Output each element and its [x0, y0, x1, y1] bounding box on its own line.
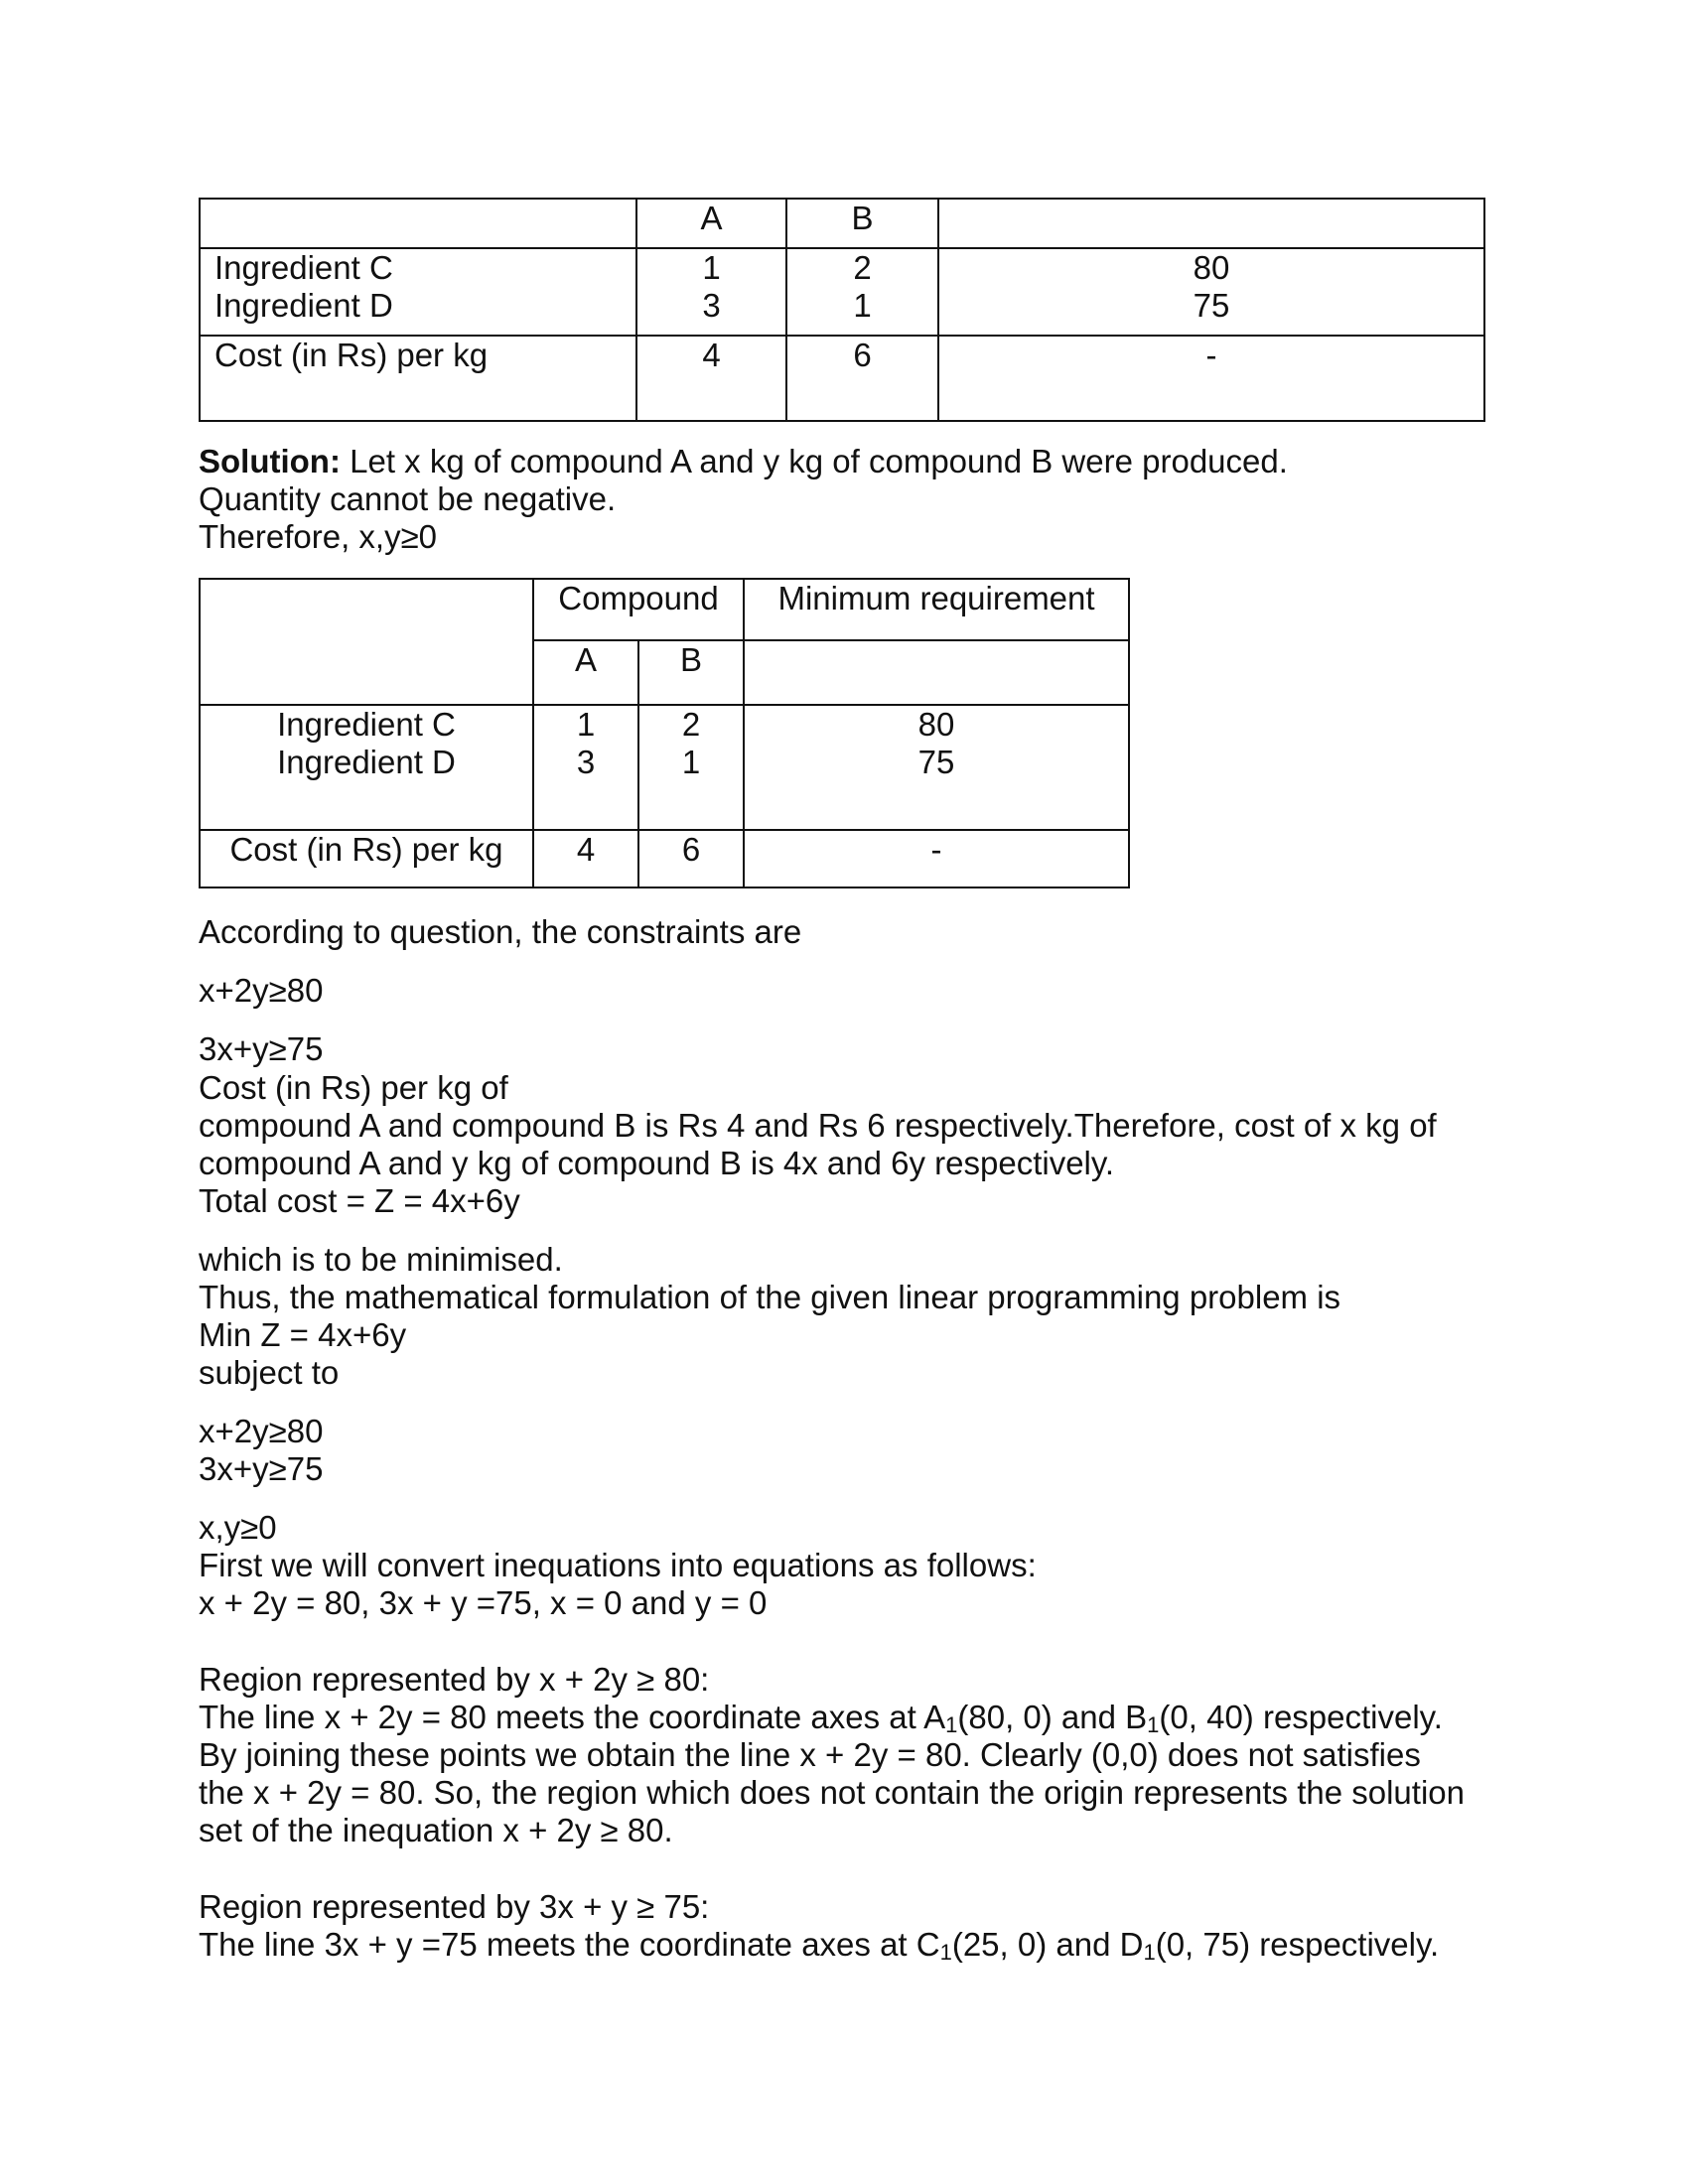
table1-cost-b: 6	[786, 336, 938, 421]
total-cost-line: Total cost = Z = 4x+6y	[199, 1182, 520, 1219]
solution-line-1	[199, 443, 1288, 480]
r2-sub-2: 1	[1143, 1940, 1156, 1965]
subject-constraint-2: 3x+y≥75	[199, 1450, 324, 1487]
table1-d-req: 75	[1193, 287, 1230, 324]
table2-cost-req: -	[744, 830, 1129, 887]
r2-text-b: (25, 0) and D	[951, 1926, 1144, 1963]
table1-c-b: 2	[853, 249, 872, 286]
table2-c-req: 80	[917, 706, 955, 743]
table2-cost-b: 6	[638, 830, 744, 887]
equations-line: x + 2y = 80, 3x + y =75, x = 0 and y = 0	[199, 1584, 768, 1621]
table2-c-b: 2	[681, 706, 701, 743]
solution-label: Solution:	[199, 443, 341, 479]
table2-cost-label: Cost (in Rs) per kg	[200, 830, 533, 887]
r2-text-a: The line 3x + y =75 meets the coordinate axes at C	[199, 1926, 940, 1963]
region-1-line-2: By joining these points we obtain the line x + 2y = 80. Clearly (0,0) does not satisfies	[199, 1736, 1421, 1773]
table1-ingredient-c: Ingredient C	[214, 249, 393, 286]
table1-req-values	[938, 248, 1484, 336]
region-1-line-3: the x + 2y = 80. So, the region which does not contain the origin represents the solution	[199, 1774, 1465, 1811]
r1-text-c: (0, 40) respectively.	[1159, 1699, 1443, 1735]
table1-d-b: 1	[853, 287, 872, 324]
region-2-line-1	[199, 1926, 1439, 1964]
table1-cost-label: Cost (in Rs) per kg	[200, 336, 636, 421]
constraint-2: 3x+y≥75	[199, 1030, 324, 1067]
table1-header-blank	[200, 199, 636, 248]
table2-d-a: 3	[576, 744, 596, 780]
table2-col-b: B	[638, 640, 744, 705]
table2-req-values	[744, 705, 1129, 830]
table2-col-a: A	[533, 640, 638, 705]
region-1-line-4: set of the inequation x + 2y ≥ 80.	[199, 1812, 673, 1848]
subject-constraint-3: x,y≥0	[199, 1509, 277, 1546]
table2-a-values	[533, 705, 638, 830]
constraint-1: x+2y≥80	[199, 972, 324, 1009]
subject-constraint-1: x+2y≥80	[199, 1413, 324, 1449]
table1-header-a: A	[636, 199, 786, 248]
minimised-line: which is to be minimised.	[199, 1241, 563, 1278]
constraints-intro: According to question, the constraints are	[199, 913, 802, 950]
table2-cost-a: 4	[533, 830, 638, 887]
r2-text-c: (0, 75) respectively.	[1155, 1926, 1440, 1963]
table1-b-values	[786, 248, 938, 336]
table2-d-req: 75	[917, 744, 955, 780]
min-z-line: Min Z = 4x+6y	[199, 1316, 407, 1353]
table2-min-req-header: Minimum requirement	[744, 579, 1129, 640]
table2-c-a: 1	[576, 706, 596, 743]
solution-line-2: Quantity cannot be negative.	[199, 480, 617, 517]
table2-corner	[200, 579, 533, 705]
table2-ingredient-labels	[200, 705, 533, 830]
solution-line-3: Therefore, x,y≥0	[199, 518, 438, 555]
table2-b-values	[638, 705, 744, 830]
table1-c-req: 80	[1193, 249, 1230, 286]
table2-ingredient-c: Ingredient C	[277, 706, 456, 743]
region-2-heading: Region represented by 3x + y ≥ 75:	[199, 1888, 710, 1925]
table1-c-a: 1	[702, 249, 721, 286]
table2-d-b: 1	[681, 744, 701, 780]
table1-ingredient-labels	[200, 248, 636, 336]
table1-a-values	[636, 248, 786, 336]
table1-d-a: 3	[702, 287, 721, 324]
ingredients-table-2	[199, 578, 1130, 888]
solution-text: Let x kg of compound A and y kg of compound B were produced.	[340, 443, 1288, 479]
formulation-line: Thus, the mathematical formulation of the given linear programming problem is	[199, 1279, 1341, 1315]
table2-req-blank	[744, 640, 1129, 705]
r1-text-b: (80, 0) and B	[957, 1699, 1148, 1735]
r1-text-a: The line x + 2y = 80 meets the coordinate axes at A	[199, 1699, 946, 1735]
table1-ingredient-d: Ingredient D	[214, 287, 393, 324]
cost-line-2: compound A and compound B is Rs 4 and Rs 6 respectively.Therefore, cost of x kg of	[199, 1107, 1437, 1144]
table1-cost-a: 4	[636, 336, 786, 421]
cost-line-1: Cost (in Rs) per kg of	[199, 1069, 508, 1106]
table1-header-b: B	[786, 199, 938, 248]
cost-line-3: compound A and y kg of compound B is 4x and 6y respectively.	[199, 1145, 1115, 1181]
table1-cost-req: -	[938, 336, 1484, 421]
region-1-heading: Region represented by x + 2y ≥ 80:	[199, 1661, 710, 1698]
table2-ingredient-d: Ingredient D	[277, 744, 456, 780]
ingredients-table-1	[199, 198, 1485, 422]
r1-sub-1: 1	[945, 1712, 958, 1737]
table2-compound-header: Compound	[533, 579, 744, 640]
subject-to-line: subject to	[199, 1354, 340, 1391]
convert-line: First we will convert inequations into equations as follows:	[199, 1547, 1037, 1583]
region-1-line-1	[199, 1699, 1443, 1736]
r2-sub-1: 1	[939, 1940, 952, 1965]
table1-header-blank-right	[938, 199, 1484, 248]
r1-sub-2: 1	[1147, 1712, 1160, 1737]
